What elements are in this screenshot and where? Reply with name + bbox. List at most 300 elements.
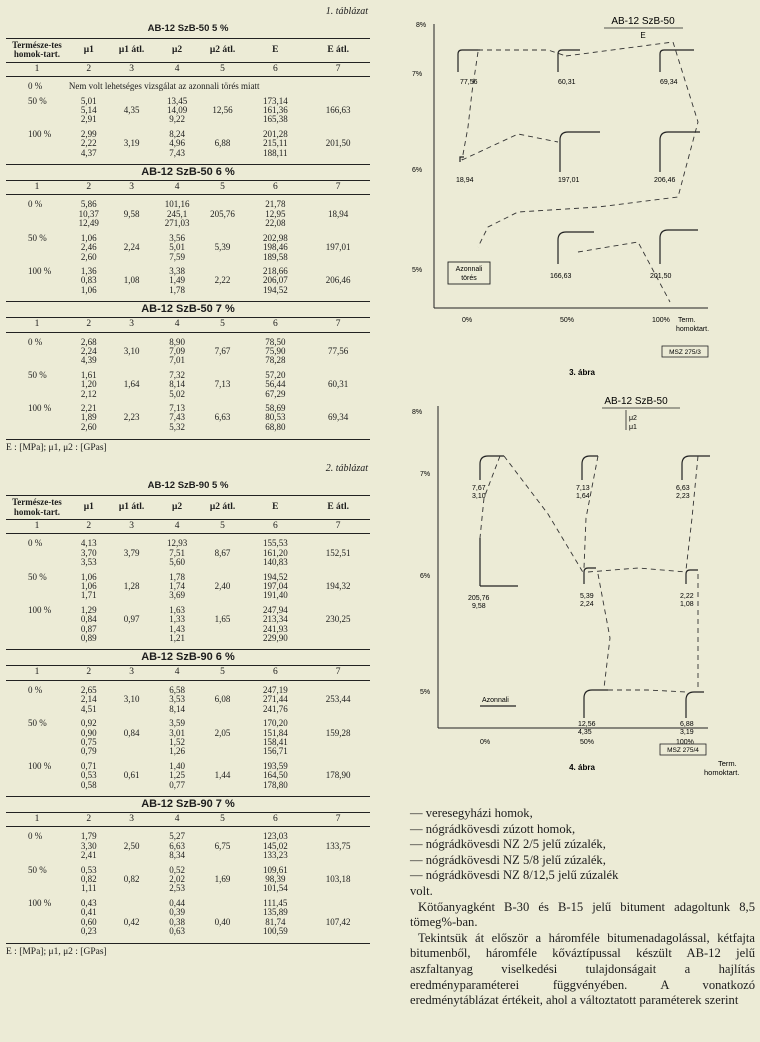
table2-block-title: AB-12 SzB-90 7 % — [141, 797, 235, 810]
table1-colnum: 6 — [244, 62, 306, 76]
table-cell — [110, 558, 154, 567]
table-cell: 1,44 — [214, 770, 231, 781]
table-cell: 0,77 — [169, 779, 185, 790]
table-row — [6, 229, 370, 243]
table-cell — [6, 781, 68, 794]
table-row — [6, 908, 370, 917]
table1-header-c6: E — [244, 39, 306, 63]
table-cell — [110, 115, 154, 124]
table-cell — [110, 591, 154, 600]
table-cell: 3,56 — [169, 232, 185, 243]
fig4-legend-mu1: μ1 — [629, 424, 637, 431]
table2-colnum: 1 — [6, 520, 68, 534]
table2-header-c3: μ1 átl. — [110, 496, 154, 520]
paragraph-2: Tekintsük át először a háromféle bitumenadagolással, kétfajta bitumenből, háromféle kőváztípussal készült AB-12 jelű aszfaltanyag viselkedési tulajdonságait a hajlítás eredményparaméterei függvényében. A vonatkozó eredménytáblázat értékeit, ahol a változtatott paraméterek szerint — [410, 930, 755, 1008]
table-cell — [6, 634, 68, 647]
table-cell: 1,79 — [80, 831, 97, 842]
figure-3 — [398, 2, 756, 382]
table-row — [6, 219, 370, 228]
table-cell: 133,23 — [262, 850, 288, 861]
table2-colnum: 7 — [306, 520, 370, 534]
fig4-ytick-7: 7% — [420, 471, 431, 478]
table-cell — [201, 253, 245, 262]
table-cell — [6, 884, 68, 893]
table-cell — [201, 149, 245, 162]
table-cell — [306, 423, 370, 436]
table-row — [6, 695, 370, 704]
table-row — [6, 851, 370, 860]
table-row — [6, 827, 370, 842]
table-cell — [201, 92, 245, 106]
table-row — [6, 534, 370, 549]
table-cell: 3,70 — [80, 547, 97, 558]
table-row — [6, 549, 370, 558]
table-cell: 1,65 — [214, 614, 231, 625]
table-cell — [201, 747, 245, 756]
table-cell — [306, 115, 370, 124]
table-cell — [110, 229, 154, 243]
table-cell — [6, 219, 68, 228]
table-cell: 2,23 — [123, 412, 140, 423]
table-cell: 7,43 — [169, 147, 185, 158]
table-cell: 0 % — [28, 336, 43, 347]
table-cell — [306, 705, 370, 714]
fig3-xtick-0: 0% — [462, 317, 473, 324]
table-cell: 60,31 — [328, 379, 349, 390]
table-cell: 201,50 — [325, 138, 351, 149]
table-cell: 2,14 — [80, 694, 97, 705]
fig3-caption: 3. ábra — [569, 368, 595, 377]
table-cell: 3,01 — [169, 727, 185, 738]
table-cell: 7,13 — [169, 402, 185, 413]
table-cell: 7,43 — [169, 412, 185, 423]
table-cell: 178,80 — [262, 779, 288, 790]
table-cell: 241,76 — [262, 703, 288, 714]
table-cell: 4,51 — [80, 703, 97, 714]
table-cell: 58,69 — [265, 402, 286, 413]
table-cell: 12,93 — [166, 538, 188, 549]
figure-4 — [398, 388, 756, 798]
table1-colnum: 5 — [201, 181, 245, 195]
table1-header-c5: μ2 átl. — [201, 39, 245, 63]
table-cell — [6, 356, 68, 365]
table-cell — [6, 747, 68, 756]
table-cell — [110, 705, 154, 714]
table-cell: 206,46 — [325, 275, 351, 286]
table-cell: 2,46 — [80, 242, 97, 253]
table-cell: 156,71 — [262, 746, 288, 757]
table-cell — [306, 558, 370, 567]
table-cell — [6, 851, 68, 860]
table-cell: 159,28 — [325, 727, 351, 738]
table-cell — [110, 149, 154, 162]
table-cell — [201, 757, 245, 771]
table-row — [6, 106, 370, 115]
table-cell — [201, 634, 245, 647]
fig4-label-50-5a: 12,56 — [578, 721, 596, 728]
table-cell: 2,91 — [80, 114, 97, 125]
table-cell: 101,16 — [164, 199, 190, 210]
table-cell: 0,82 — [123, 873, 140, 884]
table-cell — [306, 219, 370, 228]
table-cell: 14,09 — [166, 105, 188, 116]
table-cell — [6, 276, 68, 285]
table-cell — [6, 591, 68, 600]
table-cell: 3,53 — [169, 694, 185, 705]
table-cell: 1,43 — [169, 623, 185, 634]
table-row — [6, 332, 370, 347]
table-cell — [201, 195, 245, 210]
fig4-marker-50-5 — [584, 690, 608, 718]
table-cell: 5,27 — [169, 831, 185, 842]
fig3-azonnali-1: Azonnali — [455, 266, 483, 273]
table-cell — [6, 582, 68, 591]
table2-block-title: AB-12 SzB-90 6 % — [141, 651, 235, 664]
table-cell — [6, 875, 68, 884]
table-cell: 165,38 — [262, 114, 288, 125]
fig4-marker-50-6 — [584, 568, 596, 584]
table2-block-title: AB-12 SzB-90 5 % — [147, 480, 229, 492]
table-cell: 5,01 — [169, 242, 185, 253]
table-row — [6, 115, 370, 124]
table-cell — [6, 738, 68, 747]
table-cell: 57,20 — [265, 369, 286, 380]
table2-colnum: 6 — [244, 812, 306, 826]
table-cell — [110, 356, 154, 365]
table-row — [6, 92, 370, 106]
table-cell: 5,60 — [169, 557, 185, 568]
fig4-ytick-6: 6% — [420, 573, 431, 580]
table-cell: 80,53 — [265, 412, 286, 423]
table-cell: 2,53 — [169, 883, 185, 894]
table-cell: 1,21 — [169, 633, 185, 644]
table-cell: 135,89 — [262, 907, 288, 918]
table-cell: 1,52 — [169, 736, 185, 747]
table-cell — [306, 634, 370, 647]
table-cell — [6, 243, 68, 252]
fig3-label-100-5: 201,50 — [650, 273, 672, 280]
table-row — [6, 356, 370, 365]
table-row — [6, 757, 370, 771]
table-cell: 50 % — [28, 571, 47, 582]
table-note: Nem volt lehetséges vizsgálat az azonnali törés miatt — [68, 81, 260, 92]
table-cell: 164,50 — [262, 770, 288, 781]
table-cell: 1,49 — [169, 275, 185, 286]
table-cell: 205,76 — [210, 208, 235, 219]
table-cell: 155,53 — [262, 538, 288, 549]
table-row — [6, 705, 370, 714]
table-row — [6, 634, 370, 647]
table2-colnum: 3 — [110, 520, 154, 534]
table-cell: 3,59 — [169, 718, 185, 729]
table-cell: 2,12 — [80, 388, 97, 399]
table-cell: 0,71 — [80, 760, 97, 771]
table1-block-title: AB-12 SzB-50 7 % — [141, 303, 235, 316]
list-item-4: — nógrádkövesdi NZ 5/8 jelű zúzalék, — [410, 852, 606, 867]
fig4-title: AB-12 SzB-50 — [604, 396, 668, 407]
table1-block-title: AB-12 SzB-50 6 % — [141, 166, 235, 179]
table-cell: 2,22 — [214, 275, 231, 286]
table1-colnum: 3 — [110, 62, 154, 76]
table-cell: 1,63 — [169, 604, 185, 615]
table-cell: 1,61 — [80, 369, 97, 380]
table-cell — [6, 842, 68, 851]
table-cell — [201, 332, 245, 347]
table-cell — [201, 591, 245, 600]
table-cell: 8,67 — [214, 547, 231, 558]
table-cell — [306, 125, 370, 139]
table-cell: 1,36 — [80, 265, 97, 276]
table-cell: 194,52 — [262, 571, 288, 582]
table-cell — [110, 680, 154, 695]
table-row — [6, 771, 370, 780]
fig4-label-50-6b: 2,24 — [580, 601, 594, 608]
table-cell: 2,40 — [214, 581, 231, 592]
table-cell — [6, 106, 68, 115]
table-row — [6, 738, 370, 747]
table-cell: 21,78 — [265, 199, 286, 210]
list-item-1: — veresegyházi homok, — [410, 806, 533, 820]
table-cell: 68,80 — [265, 421, 286, 432]
table-cell — [306, 680, 370, 695]
table2-colnum: 2 — [68, 520, 110, 534]
table-cell — [110, 399, 154, 413]
table-cell: 12,95 — [265, 208, 286, 219]
table-cell — [306, 399, 370, 413]
table-cell: 0,60 — [80, 916, 97, 927]
fig4-label-50-6a: 5,39 — [580, 593, 594, 600]
fig3-label-0-6: 18,94 — [456, 177, 474, 184]
table-cell: 101,54 — [262, 883, 288, 894]
table-cell: 193,59 — [262, 760, 288, 771]
table-cell: 5,86 — [80, 199, 97, 210]
table-cell — [201, 286, 245, 299]
table-cell: 1,64 — [123, 379, 140, 390]
list-item-3: — nógrádkövesdi NZ 2/5 jelű zúzalék, — [410, 837, 606, 852]
table-row — [6, 243, 370, 252]
table-cell — [6, 705, 68, 714]
fig4-xlabel-1: Term. — [718, 759, 737, 768]
table-cell: 18,94 — [328, 208, 349, 219]
table-cell — [306, 884, 370, 893]
fig3-label-100-6: 206,46 — [654, 177, 676, 184]
table-cell: 3,30 — [80, 840, 97, 851]
table-cell: 50 % — [28, 95, 47, 106]
table-cell: 0 % — [28, 81, 43, 92]
table2-colnum: 5 — [201, 812, 245, 826]
table2-header-c6: E — [244, 496, 306, 520]
table-cell — [306, 927, 370, 940]
list-item-2: — nógrádkövesdi zúzott homok, — [410, 821, 576, 836]
fig4-ytick-8: 8% — [412, 409, 423, 416]
table-cell — [201, 534, 245, 549]
table-cell — [201, 738, 245, 747]
table-cell — [306, 356, 370, 365]
table-cell: 2,21 — [80, 402, 97, 413]
table-cell — [110, 219, 154, 228]
table-cell: 75,90 — [265, 345, 286, 356]
table-cell: 50 % — [28, 369, 47, 380]
table-cell — [110, 625, 154, 634]
table-cell: 2,65 — [80, 684, 97, 695]
table-cell — [6, 413, 68, 422]
table-cell: 100 % — [28, 128, 52, 139]
table-cell: 103,18 — [325, 873, 351, 884]
table-cell — [110, 851, 154, 860]
table-row — [6, 195, 370, 210]
fig3-label-50-6: 197,01 — [558, 177, 580, 184]
table-cell — [201, 125, 245, 139]
table1-header-c7: E átl. — [306, 39, 370, 63]
table-cell: 202,98 — [262, 232, 288, 243]
fig4-ytick-5: 5% — [420, 689, 431, 696]
table-cell: 56,44 — [265, 379, 286, 390]
table-row — [6, 558, 370, 567]
table-cell — [110, 568, 154, 582]
fig4-label-100-5a: 6,88 — [680, 721, 694, 728]
table-cell: 1,71 — [80, 590, 97, 601]
table-cell: 229,90 — [262, 633, 288, 644]
table-cell: 4,39 — [80, 355, 97, 366]
table-cell: 7,09 — [169, 345, 185, 356]
table-row — [6, 139, 370, 148]
table-cell — [201, 894, 245, 908]
table-cell: 5,14 — [80, 105, 97, 116]
table-cell — [201, 827, 245, 842]
table2-colnum: 7 — [306, 666, 370, 680]
table-cell: 0,79 — [80, 746, 97, 757]
table-cell: 2,22 — [80, 138, 97, 149]
table-cell: 1,06 — [80, 581, 97, 592]
table1-colnum: 7 — [306, 318, 370, 332]
table-cell — [306, 366, 370, 380]
table2-colnum: 3 — [110, 812, 154, 826]
table-cell: 3,53 — [80, 557, 97, 568]
body-text — [410, 806, 755, 1009]
table-cell — [6, 615, 68, 624]
table-cell — [201, 884, 245, 893]
table-cell: 206,07 — [262, 275, 288, 286]
table-cell: 161,20 — [262, 547, 288, 558]
table-row — [6, 413, 370, 422]
table-row — [6, 276, 370, 285]
table-row — [6, 253, 370, 262]
table-cell: 8,24 — [169, 128, 185, 139]
table-cell: 166,63 — [325, 105, 351, 116]
table-cell: 140,83 — [262, 557, 288, 568]
table-cell: 1,08 — [123, 275, 140, 286]
table-cell: 194,52 — [262, 284, 288, 295]
table-row — [6, 423, 370, 436]
table2-colnum: 4 — [153, 666, 200, 680]
table-cell: 2,24 — [80, 345, 97, 356]
table-row — [6, 262, 370, 276]
table-cell — [110, 738, 154, 747]
table-cell: 3,38 — [169, 265, 185, 276]
table-cell: 247,94 — [262, 604, 288, 615]
table-cell: 253,44 — [325, 694, 351, 705]
table-cell: 50 % — [28, 864, 47, 875]
table2-unit-note: E : [MPa]; μ1, μ2 : [GPas] — [6, 943, 370, 961]
fig4-xtick-50: 50% — [580, 739, 595, 746]
table-cell: 189,58 — [262, 251, 288, 262]
table-cell — [306, 591, 370, 600]
fig3-code: MSZ 275/3 — [669, 349, 701, 356]
table-cell: 0,40 — [214, 916, 231, 927]
table-cell — [306, 332, 370, 347]
table-cell — [306, 747, 370, 756]
table-row — [6, 918, 370, 927]
table-cell — [6, 549, 68, 558]
table-cell — [110, 253, 154, 262]
table-cell: 100 % — [28, 265, 52, 276]
table-cell — [110, 781, 154, 794]
table-cell: 241,93 — [262, 623, 288, 634]
table-cell: 1,33 — [169, 614, 185, 625]
table-cell: 7,59 — [169, 251, 185, 262]
table-cell: 1,89 — [80, 412, 97, 423]
table-cell: 3,10 — [123, 694, 140, 705]
fig4-code: MSZ 275/4 — [667, 747, 699, 754]
table-cell — [110, 286, 154, 299]
table2-colnum: 3 — [110, 666, 154, 680]
table-cell: 0,89 — [80, 633, 97, 644]
table-cell — [110, 634, 154, 647]
table-cell — [306, 625, 370, 634]
fig3-label-0-7: 77,56 — [460, 79, 478, 86]
table-cell — [110, 747, 154, 756]
fig4-marker-100-5 — [686, 692, 704, 718]
fig4-label-0-7a: 7,67 — [472, 485, 486, 492]
table-cell: 1,26 — [169, 746, 185, 757]
table-cell — [6, 908, 68, 917]
table-cell: 109,61 — [262, 864, 288, 875]
table-cell: 0,61 — [123, 770, 140, 781]
table-cell — [201, 262, 245, 276]
table-cell: 2,99 — [80, 128, 97, 139]
table-cell — [201, 219, 245, 228]
table-cell — [6, 423, 68, 436]
table2-block-table — [6, 665, 370, 793]
table-cell — [201, 851, 245, 860]
table-cell: 7,01 — [169, 355, 185, 366]
list-item-5: — nógrádkövesdi NZ 8/12,5 jelű zúzalék — [410, 868, 619, 883]
table-cell: 213,34 — [262, 614, 288, 625]
table-cell — [110, 757, 154, 771]
table-cell: 158,41 — [262, 736, 288, 747]
table-cell: 10,37 — [78, 208, 99, 219]
table1-block-title: AB-12 SzB-50 5 % — [147, 23, 229, 34]
fig3-marker-50-7 — [558, 50, 580, 72]
table2-colnum: 6 — [244, 520, 306, 534]
table1-colnum: 4 — [153, 318, 200, 332]
table-row — [6, 729, 370, 738]
table1-caption: 1. táblázat — [325, 6, 368, 17]
table-cell: 100 % — [28, 604, 52, 615]
table-cell: 13,45 — [166, 95, 188, 106]
table-cell — [110, 601, 154, 615]
table-cell — [201, 568, 245, 582]
fig4-marker-100-6 — [686, 570, 698, 584]
left-column — [6, 4, 370, 961]
table-cell — [110, 262, 154, 276]
fig3-label-50-7: 60,31 — [558, 79, 576, 86]
table-cell — [306, 390, 370, 399]
table-cell: 9,22 — [169, 114, 185, 125]
table-cell — [306, 149, 370, 162]
table2-header-c1: Természe-tes homok-tart. — [6, 496, 68, 520]
fig3-title: AB-12 SzB-50 — [611, 16, 675, 27]
